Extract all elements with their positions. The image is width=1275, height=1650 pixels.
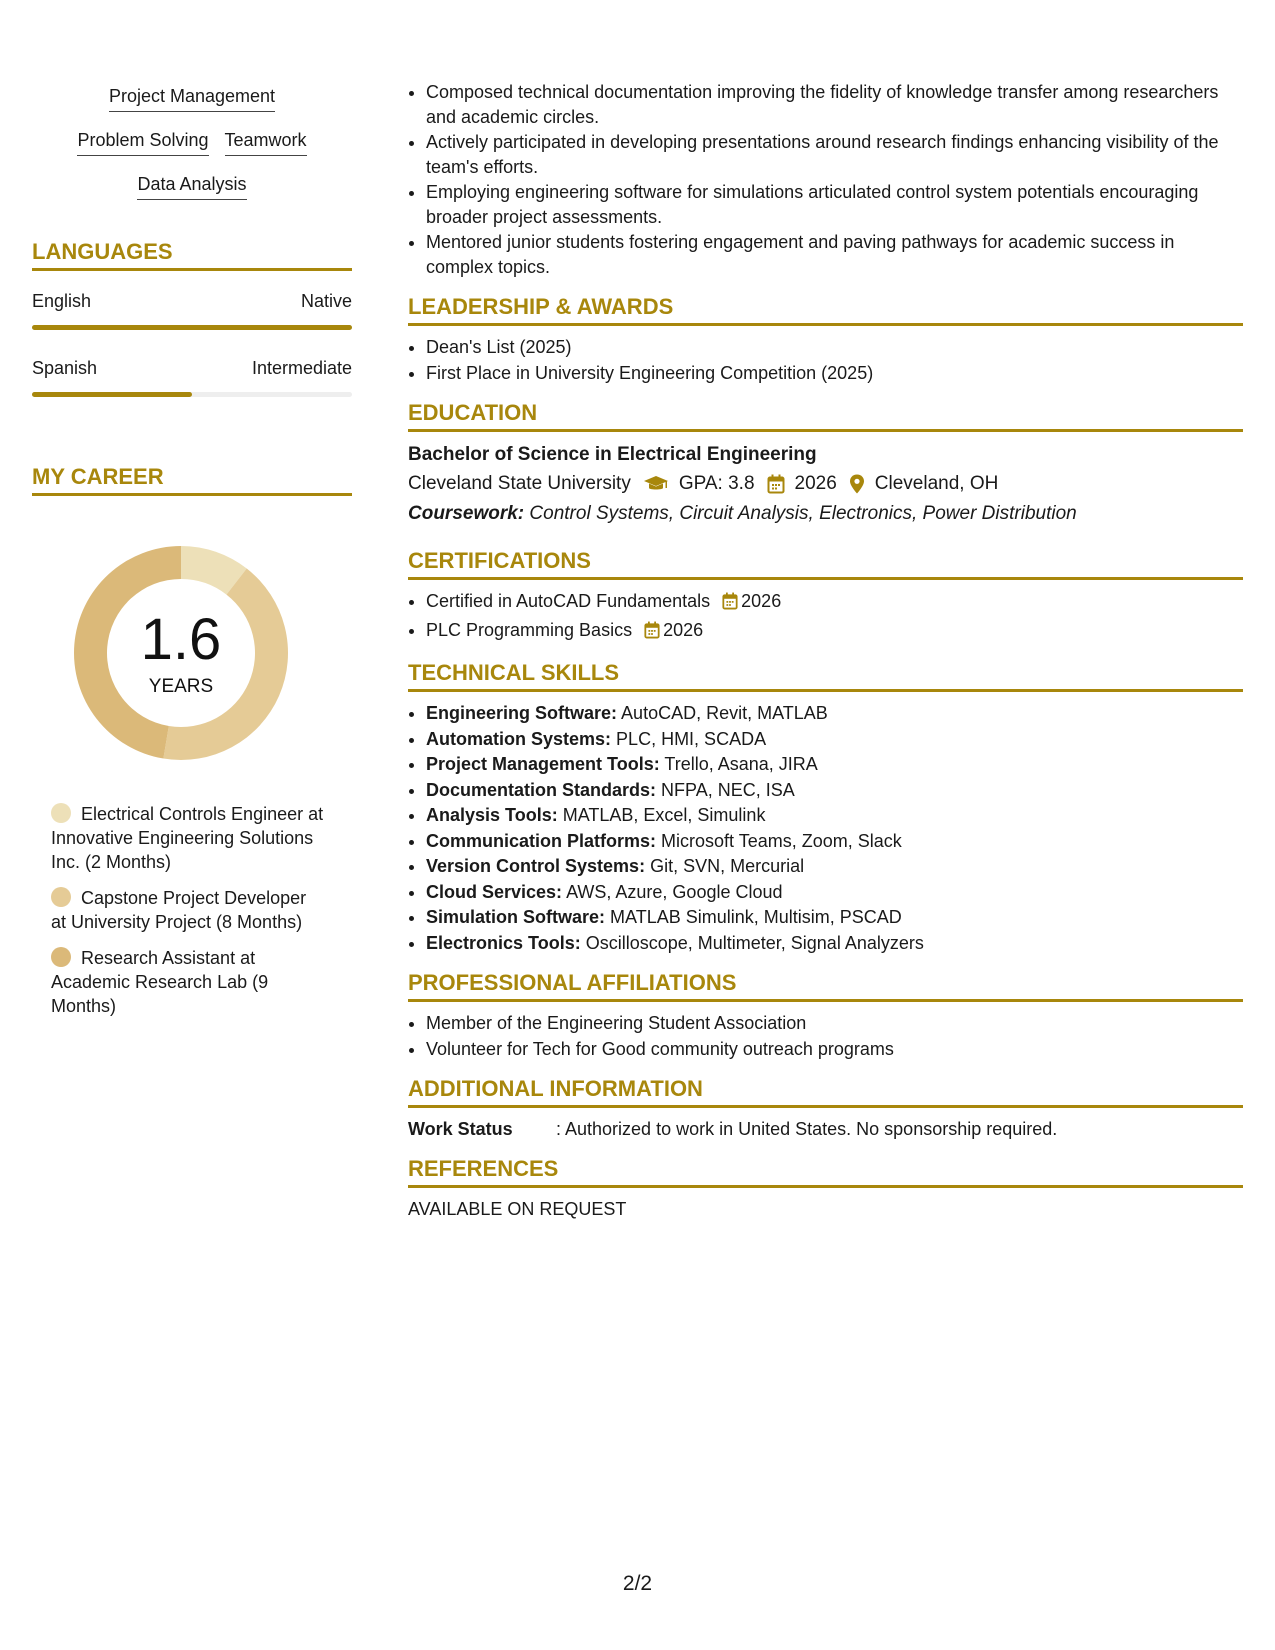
references-title: REFERENCES xyxy=(408,1155,1243,1188)
skill-value: Trello, Asana, JIRA xyxy=(664,754,818,774)
career-legend-text: Capstone Project Developer at University Project (8 Months) xyxy=(51,888,307,932)
language-bar xyxy=(32,392,352,397)
skill-label: Engineering Software: xyxy=(426,703,618,723)
education-year: 2026 xyxy=(794,473,837,494)
skill-label: Communication Platforms: xyxy=(426,830,657,851)
career-legend-text: Research Assistant at Academic Research Lab (9 Months) xyxy=(51,948,269,1016)
leadership-list xyxy=(408,335,1243,385)
experience-bullets xyxy=(408,80,1243,279)
career-donut xyxy=(66,538,296,768)
skill-label: Electronics Tools: xyxy=(426,932,581,953)
location-pin-icon xyxy=(849,474,865,494)
skill-label: Project Management Tools: xyxy=(426,754,660,774)
education-gpa: GPA: 3.8 xyxy=(678,473,755,494)
career-title: MY CAREER xyxy=(32,463,352,496)
list-item xyxy=(426,829,1243,854)
skill-value: AutoCAD, Revit, MATLAB xyxy=(621,703,828,723)
legend-dot xyxy=(51,887,71,907)
certification-name: PLC Programming Basics xyxy=(426,619,633,640)
career-total-unit: YEARS xyxy=(148,676,214,697)
language-bar-fill xyxy=(32,325,352,330)
language-level: Intermediate xyxy=(251,358,352,378)
language-level: Native xyxy=(300,291,352,311)
work-status-label: Work Status xyxy=(408,1119,513,1139)
list-item xyxy=(426,880,1243,905)
calendar-icon xyxy=(767,474,785,494)
language-item xyxy=(32,289,352,330)
list-item: • Mentored junior students fostering engagement and paving pathways for academic success in complex topics. xyxy=(426,230,1243,279)
list-item: • Member of the Engineering Student Association xyxy=(426,1011,1243,1036)
list-item xyxy=(426,931,1243,956)
skill-value: AWS, Azure, Google Cloud xyxy=(566,881,783,902)
certification-name: Certified in AutoCAD Fundamentals xyxy=(426,591,711,611)
additional-info-title: ADDITIONAL INFORMATION xyxy=(408,1075,1243,1108)
skill-label: Analysis Tools: xyxy=(426,805,558,825)
skill-value: Git, SVN, Mercurial xyxy=(650,856,805,876)
graduation-cap-icon xyxy=(643,475,669,493)
career-legend-item xyxy=(51,946,326,1018)
legend-dot xyxy=(51,947,71,967)
coursework-label: Coursework: xyxy=(408,503,525,524)
work-status-value: : Authorized to work in United States. No sponsorship required. xyxy=(556,1119,1058,1139)
skill-label: Automation Systems: xyxy=(426,728,612,749)
affiliations-list xyxy=(408,1011,1243,1061)
list-item: • Composed technical documentation improving the fidelity of knowledge transfer among researchers and academic circles. xyxy=(426,80,1243,129)
legend-dot xyxy=(51,803,71,823)
career-total-value: 1.6 xyxy=(140,607,222,672)
language-name: Spanish xyxy=(32,358,98,378)
list-item xyxy=(426,727,1243,752)
skill-value: PLC, HMI, SCADA xyxy=(616,728,767,749)
skill-label: Simulation Software: xyxy=(426,907,606,927)
skill-label: Cloud Services: xyxy=(426,881,563,902)
list-item xyxy=(426,752,1243,777)
skill-label: Documentation Standards: xyxy=(426,779,657,800)
list-item: • Dean's List (2025) xyxy=(426,335,1243,360)
affiliations-title: PROFESSIONAL AFFILIATIONS xyxy=(408,969,1243,1002)
career-legend-item xyxy=(51,802,326,874)
calendar-icon xyxy=(644,621,660,646)
references-text: AVAILABLE ON REQUEST xyxy=(408,1199,627,1219)
list-item xyxy=(426,778,1243,803)
language-name: English xyxy=(32,291,92,311)
list-item: • First Place in University Engineering Competition (2025) xyxy=(426,361,1243,386)
skill-tag: Project Management xyxy=(109,84,275,112)
language-bar xyxy=(32,325,352,330)
education-degree: Bachelor of Science in Electrical Engineering xyxy=(408,444,817,465)
work-status-row xyxy=(408,1117,1243,1141)
certifications-title: CERTIFICATIONS xyxy=(408,547,1243,580)
languages-title: LANGUAGES xyxy=(32,238,352,271)
list-item xyxy=(426,803,1243,828)
list-item xyxy=(426,905,1243,930)
skill-value: MATLAB, Excel, Simulink xyxy=(562,805,766,825)
education-title: EDUCATION xyxy=(408,399,1243,432)
list-item xyxy=(426,854,1243,879)
list-item xyxy=(426,589,1243,617)
education-coursework xyxy=(408,499,1243,529)
languages-section xyxy=(32,238,352,397)
list-item xyxy=(426,618,1243,646)
career-legend xyxy=(32,802,352,1018)
certification-year: 2026 xyxy=(663,619,704,640)
list-item: • Actively participated in developing presentations around research findings enhancing visibility of the team's efforts. xyxy=(426,130,1243,179)
language-item xyxy=(32,356,352,397)
career-section xyxy=(32,463,352,1018)
right-column xyxy=(408,80,1243,1221)
skill-value: Microsoft Teams, Zoom, Slack xyxy=(661,830,902,851)
education-location: Cleveland, OH xyxy=(874,473,999,494)
leadership-title: LEADERSHIP & AWARDS xyxy=(408,293,1243,326)
skill-value: Oscilloscope, Multimeter, Signal Analyzers xyxy=(585,932,924,953)
list-item: • Volunteer for Tech for Good community outreach programs xyxy=(426,1037,1243,1062)
page-number: 2/2 xyxy=(622,1572,653,1595)
education-entry xyxy=(408,441,1243,529)
skill-value: MATLAB Simulink, Multisim, PSCAD xyxy=(610,907,902,927)
skill-tag: Data Analysis xyxy=(137,172,246,200)
certification-year: 2026 xyxy=(741,591,782,611)
career-legend-item xyxy=(51,886,326,934)
language-bar-fill xyxy=(32,392,192,397)
skill-tag: Problem Solving xyxy=(77,128,208,156)
career-legend-text: Electrical Controls Engineer at Innovative Engineering Solutions Inc. (2 Months) xyxy=(51,804,324,872)
skill-value: NFPA, NEC, ISA xyxy=(661,779,795,800)
certifications-list xyxy=(408,589,1243,645)
skill-label: Version Control Systems: xyxy=(426,856,646,876)
technical-skills-title: TECHNICAL SKILLS xyxy=(408,659,1243,692)
list-item: • Employing engineering software for simulations articulated control system potentials encouraging broader project assessments. xyxy=(426,180,1243,229)
left-column xyxy=(32,84,352,1030)
coursework-text: Control Systems, Circuit Analysis, Electronics, Power Distribution xyxy=(529,503,1077,524)
list-item xyxy=(426,701,1243,726)
calendar-icon xyxy=(722,592,738,617)
skills-tags xyxy=(32,84,352,200)
technical-skills-list xyxy=(408,701,1243,955)
education-school: Cleveland State University xyxy=(408,473,631,494)
skill-tag: Teamwork xyxy=(225,128,307,156)
